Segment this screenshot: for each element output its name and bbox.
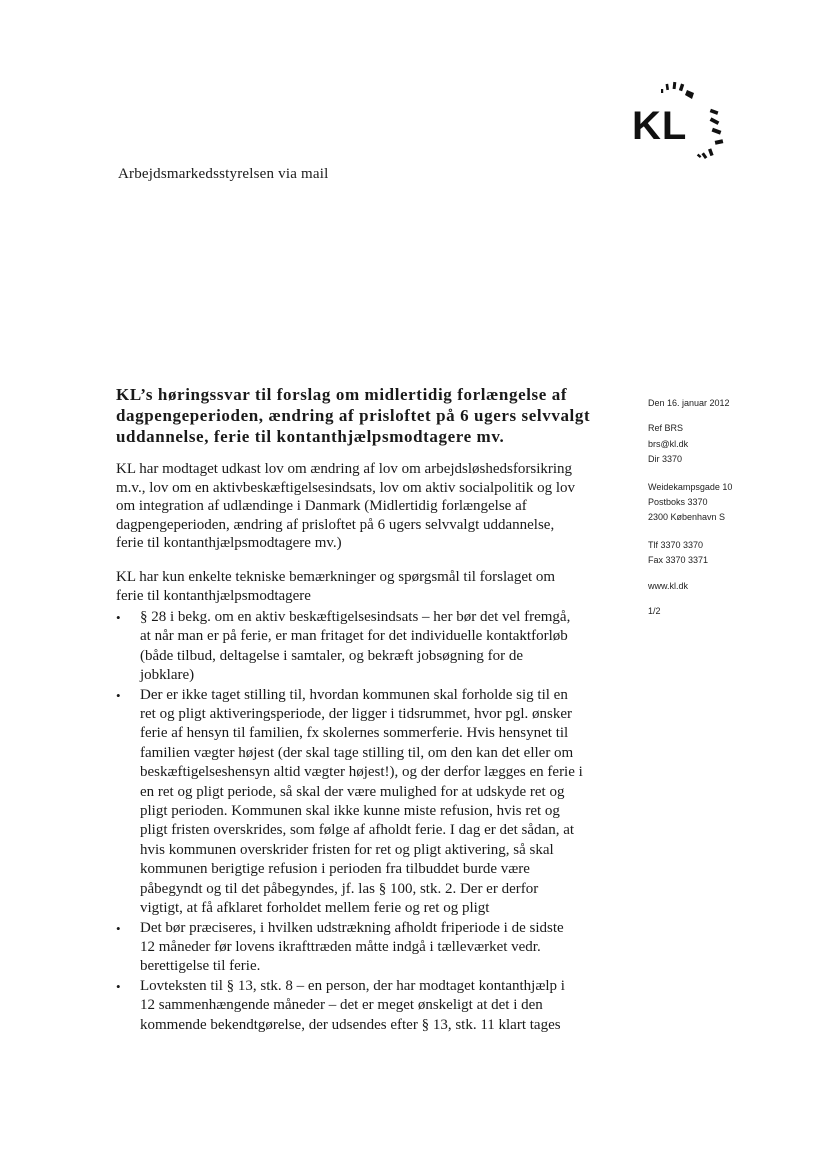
text-line: Der er ikke taget stilling til, hvordan kommunen skal forholde sig til en <box>140 686 568 703</box>
text-line: ferie til kontanthjælpsmodtagere mv.) <box>116 535 342 552</box>
text-line: Lovteksten til § 13, stk. 8 – en person, der har modtaget kontanthjælp i <box>140 977 565 994</box>
intro-paragraph <box>116 460 616 553</box>
bullet-icon: • <box>116 610 121 625</box>
text-line: beskæftigelseshensyn altid vægter højest!), og der derfor lægges en ferie i <box>140 764 583 781</box>
text-line: kommunen berigtige refusion i perioden fra tilbuddet burde være <box>140 861 530 878</box>
text-line: KL har modtaget udkast lov om ændring af lov om arbejdsløshedsforsikring <box>116 461 573 477</box>
remarks-paragraph <box>116 568 616 605</box>
text-line: 12 sammenhængende måneder – det er meget ønskeligt at det i den <box>140 997 543 1014</box>
sender-info <box>648 396 808 619</box>
text-line: KL har kun enkelte tekniske bemærkninger og spørgsmål til forslaget om <box>116 569 556 585</box>
text-line: dagpengeperioden, ændring af prisloftet på 6 ugers selvvalgt uddannelse, <box>116 516 555 533</box>
page-number: 1/2 <box>648 606 661 617</box>
list-item <box>116 919 616 977</box>
list-item <box>116 686 616 919</box>
text-line: 12 måneder før lovens ikrafttræden måtte indgå i tælleværket vedr. <box>140 938 541 955</box>
remarks-list <box>116 608 616 1035</box>
text-line: kommende bekendtgørelse, der udsendes efter § 13, stk. 11 klart tages <box>140 1016 561 1033</box>
letter-date: Den 16. januar 2012 <box>648 398 730 408</box>
text-line: berettigelse til ferie. <box>140 958 261 975</box>
bullet-icon: • <box>116 920 121 936</box>
text-line: familien vægter højest (der skal tage stilling til, om den kan det eller om <box>140 744 574 761</box>
po-box: Postboks 3370 <box>648 497 708 508</box>
text-line: pligt fristen overskrides, som følge af afholdt ferie. I dag er det sådan, at <box>140 822 575 839</box>
text-line: jobklare) <box>140 667 195 684</box>
text-line: ret og pligt aktiveringsperiode, der ligger i tidsrummet, hvor pgl. ønsker <box>140 706 572 723</box>
document-heading <box>116 384 636 447</box>
fax: Fax 3370 3371 <box>648 555 709 566</box>
city: 2300 København S <box>648 512 726 523</box>
text-line: pligt perioden. Kommunen skal ikke kunne miste refusion, hvis ret og <box>140 803 560 820</box>
heading-line: KL’s høringssvar til forslag om midlertidig forlængelse af <box>116 385 568 404</box>
reference: Ref BRS <box>648 423 684 434</box>
street-address: Weidekampsgade 10 <box>648 481 733 492</box>
bullet-icon: • <box>116 978 121 994</box>
list-item <box>116 608 616 686</box>
text-line: at når man er på ferie, er man fritaget for det individuelle kontaktforløb <box>140 628 568 645</box>
email-link[interactable]: brs@kl.dk <box>648 438 689 449</box>
text-line: om integration af udlændinge i Danmark (Midlertidig forlængelse af <box>116 498 527 515</box>
text-line: vigtigt, at få afklaret forholdet mellem ferie og ret og pligt <box>140 900 490 917</box>
text-line: § 28 i bekg. om en aktiv beskæftigelsesindsats – her bør det vel fremgå, <box>140 609 571 625</box>
website-link[interactable]: www.kl.dk <box>648 580 689 591</box>
logo-text: KL <box>632 104 688 148</box>
phone: Tlf 3370 3370 <box>648 539 704 550</box>
text-line: ferie af hensyn til familien, fx skolernes sommerferie. Hvis hensynet til <box>140 725 569 742</box>
text-line: hvis kommunen overskrider fristen for ret og pligt aktivering, så skal <box>140 841 554 858</box>
direct-phone: Dir 3370 <box>648 454 683 465</box>
heading-line: dagpengeperioden, ændring af prisloftet på 6 ugers selvvalgt <box>116 406 591 425</box>
text-line: påbegyndt og til det påbegyndes, jf. las § 100, stk. 2. Der er derfor <box>140 880 539 897</box>
list-item <box>116 977 616 1035</box>
text-line: (både tilbud, deltagelse i samtaler, og bekræft jobsøgning for de <box>140 647 524 664</box>
bullet-icon: • <box>116 687 121 703</box>
text-line: en ret og pligt periode, så skal der være mulighed for at udskyde ret og <box>140 783 565 800</box>
text-line: Det bør præciseres, i hvilken udstrækning afholdt friperiode i de sidste <box>140 919 564 936</box>
text-line: ferie til kontanthjælpsmodtagere <box>116 587 311 604</box>
kl-logo <box>632 74 732 169</box>
heading-line: uddannelse, ferie til kontanthjælpsmodtagere mv. <box>116 427 505 446</box>
recipient-line: Arbejdsmarkedsstyrelsen via mail <box>118 166 329 182</box>
text-line: m.v., lov om en aktivbeskæftigelsesindsats, lov om aktiv socialpolitik og lov <box>116 479 575 496</box>
